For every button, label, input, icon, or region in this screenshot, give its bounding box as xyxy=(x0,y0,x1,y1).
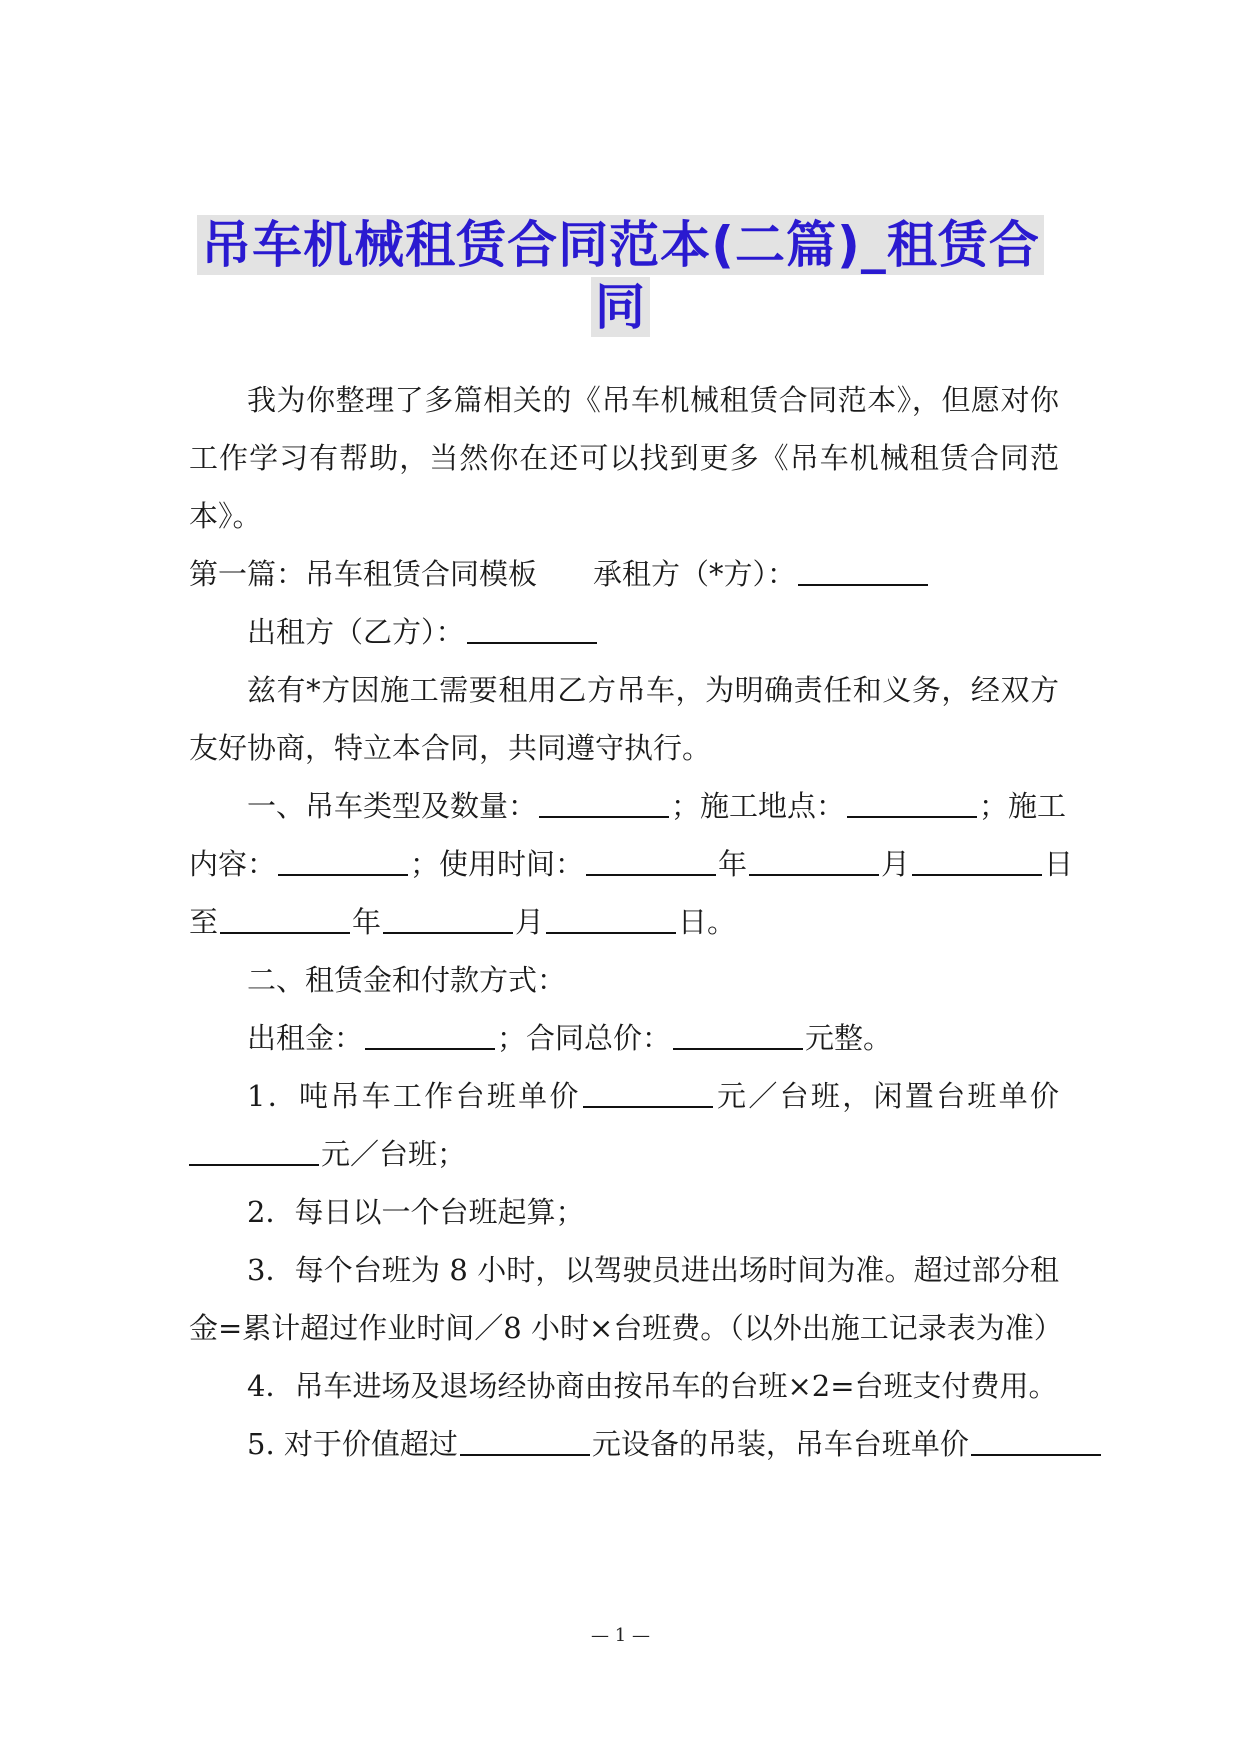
equipment-value-label: 5. 对于价值超过 xyxy=(247,1427,458,1461)
rent-blank xyxy=(365,1022,495,1050)
end-year-blank xyxy=(220,906,350,934)
shift-price-blank xyxy=(583,1080,713,1108)
shift-price-label: 1．吨吊车工作台班单价 xyxy=(247,1079,581,1113)
clause-two-heading: 二、租赁金和付款方式： xyxy=(247,963,567,997)
end-month-blank xyxy=(383,906,513,934)
rent-line xyxy=(247,1018,892,1058)
lessor-line xyxy=(247,612,599,652)
until-label: 至 xyxy=(189,905,219,939)
intro-line-2: 工作学习有帮助，当然你在还可以找到更多《吊车机械租赁合同范 xyxy=(189,441,1059,475)
idle-price-blank xyxy=(189,1138,319,1166)
lessor-label: 出租方（乙方）： xyxy=(247,615,465,649)
site-label: ；施工地点： xyxy=(671,789,846,823)
start-month-unit: 月 xyxy=(881,847,911,881)
idle-price-label: 元／台班，闲置台班单价 xyxy=(714,1079,1059,1113)
work-label-part1: ；施工 xyxy=(979,789,1067,823)
lessor-blank xyxy=(467,616,597,644)
title-line-1: 吊车机械租赁合同范本(二篇)_租赁合 xyxy=(197,215,1044,275)
crane-type-blank xyxy=(539,790,669,818)
preamble-line-2: 友好协商，特立本合同，共同遵守执行。 xyxy=(189,731,712,765)
document-title xyxy=(0,215,1241,337)
intro-line-3: 本》。 xyxy=(189,499,262,533)
start-month-blank xyxy=(749,848,879,876)
rent-label: 出租金： xyxy=(247,1021,364,1055)
item-one-line-1 xyxy=(247,1076,1059,1116)
crane-type-label: 一、吊车类型及数量： xyxy=(247,789,538,823)
lifting-price-blank xyxy=(971,1428,1101,1456)
work-label-part2: 内容： xyxy=(189,847,277,881)
item-two: 2．每日以一个台班起算； xyxy=(247,1195,585,1229)
clause-one-line-2 xyxy=(189,844,1073,884)
item-three-line-1: 3．每个台班为 8 小时，以驾驶员进出场时间为准。超过部分租 xyxy=(247,1253,1059,1287)
total-price-label: ；合同总价： xyxy=(497,1021,672,1055)
equipment-value-blank xyxy=(460,1428,590,1456)
end-day-blank xyxy=(546,906,676,934)
usage-time-label: ；使用时间： xyxy=(410,847,585,881)
title-line-2: 同 xyxy=(591,277,650,337)
section-one-heading-line xyxy=(189,554,930,594)
item-five-line-1 xyxy=(247,1424,1103,1464)
page-number: — 1 — xyxy=(591,1625,650,1646)
total-price-unit: 元整。 xyxy=(805,1021,893,1055)
lifting-price-label: 元设备的吊装，吊车台班单价 xyxy=(591,1427,969,1461)
item-one-line-2 xyxy=(189,1134,466,1174)
work-content-blank xyxy=(278,848,408,876)
start-year-blank xyxy=(586,848,716,876)
end-month-unit: 月 xyxy=(515,905,545,939)
preamble-line-1: 兹有*方因施工需要租用乙方吊车，为明确责任和义务，经双方 xyxy=(247,673,1059,707)
item-three-line-2: 金=累计超过作业时间／8 小时×台班费。（以外出施工记录表为准） xyxy=(189,1311,1063,1345)
item-four: 4．吊车进场及退场经协商由按吊车的台班×2=台班支付费用。 xyxy=(247,1369,1058,1403)
site-blank xyxy=(847,790,977,818)
end-year-unit: 年 xyxy=(352,905,382,939)
total-price-blank xyxy=(673,1022,803,1050)
intro-line-1: 我为你整理了多篇相关的《吊车机械租赁合同范本》，但愿对你 xyxy=(247,383,1059,417)
lessee-blank xyxy=(798,558,928,586)
start-day-blank xyxy=(912,848,1042,876)
clause-one-line-3 xyxy=(189,902,736,942)
lessee-label: 承租方（*方）： xyxy=(593,557,797,591)
section-one-title: 第一篇：吊车租赁合同模板 xyxy=(189,557,538,591)
idle-price-unit: 元／台班； xyxy=(321,1137,467,1171)
start-day-unit: 日 xyxy=(1044,847,1074,881)
end-day-unit: 日。 xyxy=(678,905,737,939)
clause-one-line-1 xyxy=(247,786,1066,826)
start-year-unit: 年 xyxy=(718,847,748,881)
